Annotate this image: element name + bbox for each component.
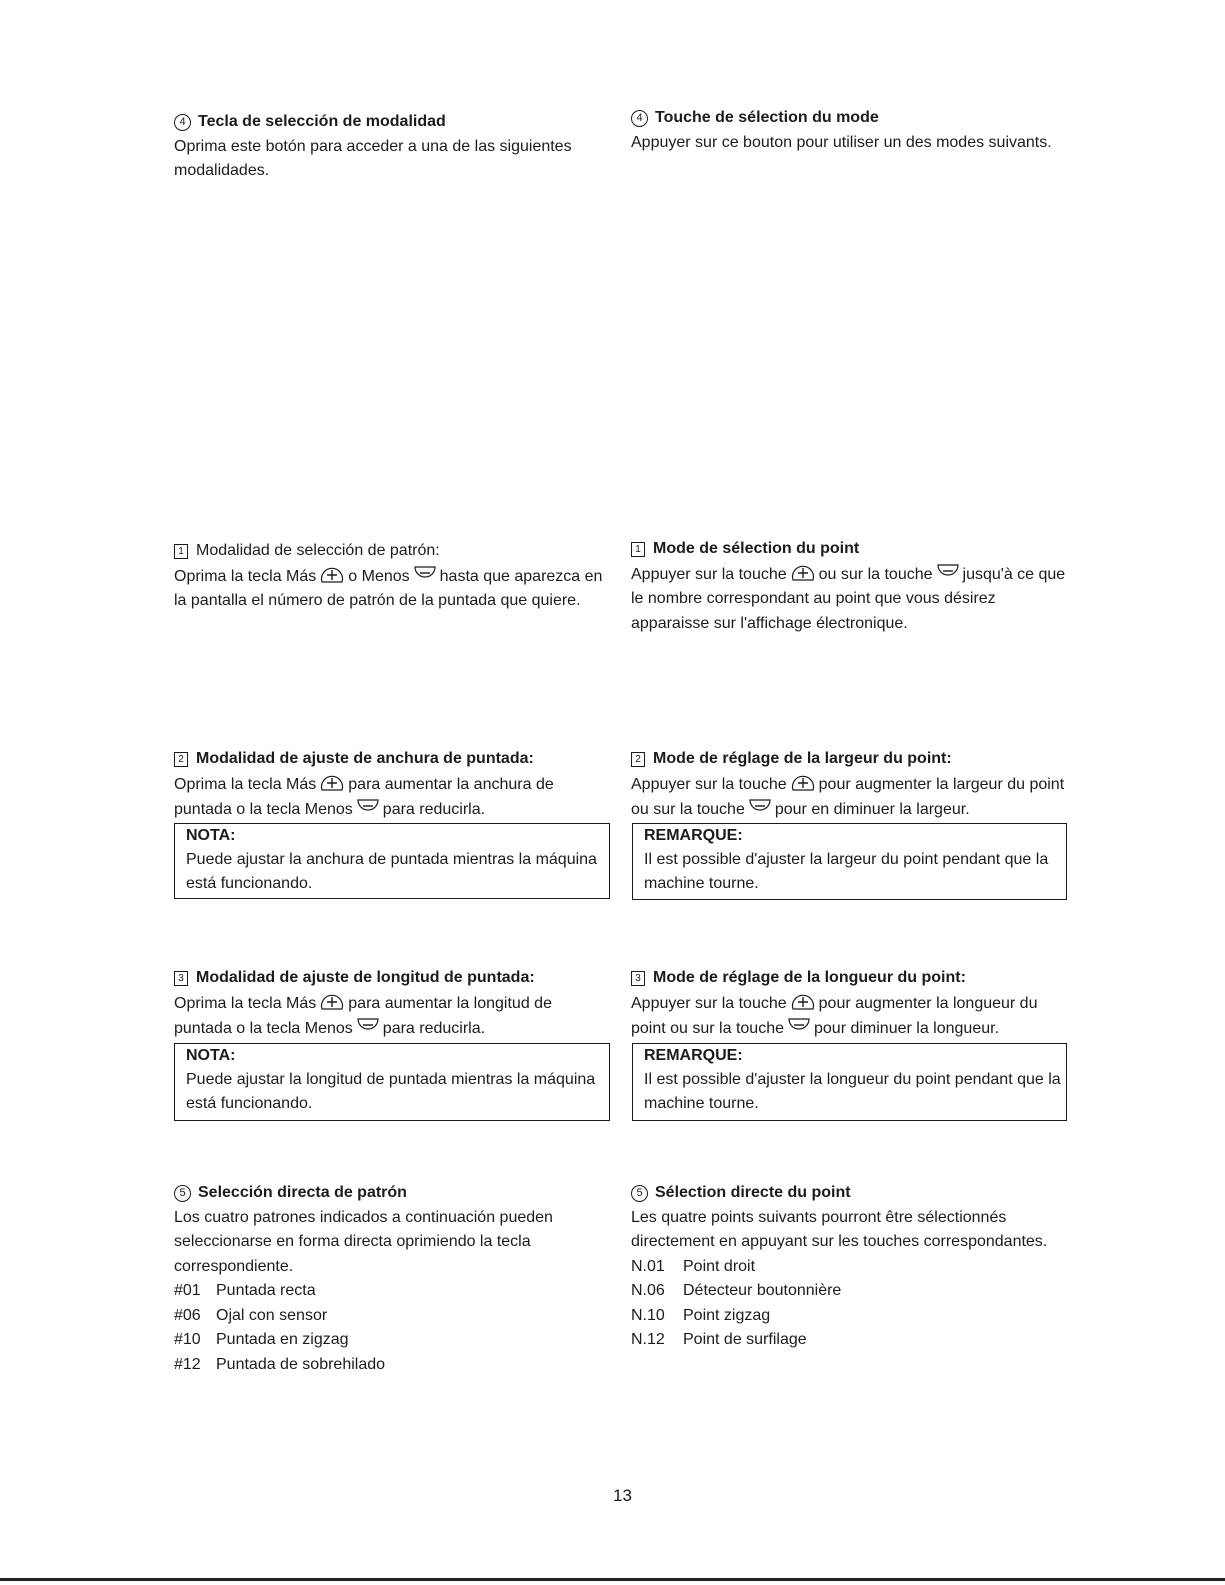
fr-mode-1	[631, 537, 1071, 636]
es-section-4-title	[174, 110, 614, 135]
es-m2-body-c: para reducirla.	[382, 801, 486, 818]
fr-m1-body-c: jusqu'à ce que le nombre correspondant au point que vous désirez apparaisse sur l'affichage électronique.	[631, 565, 1066, 632]
list-item-label: Puntada recta	[216, 1282, 316, 1299]
fr-mode-1-title	[631, 537, 1071, 562]
list-item-label: Puntada de sobrehilado	[216, 1355, 386, 1373]
minus-key-icon	[356, 797, 380, 817]
list-item	[174, 1353, 614, 1378]
fr-m2-body-c: pour en diminuer la largeur.	[774, 801, 970, 818]
fr-mode-3-note	[632, 1043, 1067, 1121]
fr-mode-3-body	[631, 991, 1071, 1042]
es-m1-body-c: hasta que aparezca en la pantalla el número de patrón de la puntada que quiere.	[174, 567, 603, 609]
circled-number-icon: 5	[631, 1185, 648, 1202]
es-section-5	[174, 1181, 614, 1377]
fr-m2-body-b: pour augmenter la largeur du point ou sur la touche	[631, 775, 1065, 818]
fr-section-5-title	[631, 1181, 1071, 1206]
es-m1-title-text: Modalidad de selección de patrón:	[196, 542, 440, 559]
fr-mode-3	[631, 966, 1071, 1042]
fr-section-4-body: Appuyer sur ce bouton pour utiliser un des modes suivants.	[631, 133, 1052, 151]
es-m1-body-b: o Menos	[348, 567, 410, 585]
list-item-number: #10	[174, 1331, 201, 1348]
list-item-label: Point zigzag	[683, 1306, 771, 1324]
es-mode-3	[174, 966, 614, 1042]
fr-mode-1-body	[631, 562, 1071, 637]
minus-key-icon	[748, 797, 772, 817]
circled-number-icon: 4	[631, 110, 648, 127]
fr-mode-2-note	[632, 823, 1067, 900]
minus-key-icon	[936, 562, 960, 582]
plus-key-icon	[790, 772, 816, 792]
note-body: Il est possible d'ajuster la longueur du point pendant que la machine tourne.	[644, 1071, 1061, 1112]
list-item-number: N.10	[631, 1306, 665, 1324]
plus-key-icon	[790, 991, 816, 1011]
note-title: NOTA:	[186, 1047, 236, 1064]
es-m2-body-b: para aumentar la anchura de puntada o la tecla Menos	[174, 775, 554, 818]
circled-number-icon: 5	[174, 1185, 191, 1202]
fr-m2-title-text: Mode de réglage de la largeur du point:	[653, 750, 952, 767]
note-title: NOTA:	[186, 827, 236, 844]
es-section-5-title	[174, 1181, 614, 1206]
fr-mode-2-title	[631, 747, 1071, 772]
plus-key-icon	[319, 772, 345, 792]
es-s4-title-text: Tecla de selección de modalidad	[198, 113, 446, 130]
boxed-number-icon: 2	[174, 752, 188, 767]
list-item-label: Ojal con sensor	[216, 1306, 328, 1324]
list-item	[631, 1279, 1071, 1304]
plus-key-icon	[790, 562, 816, 582]
list-item-label: Puntada en zigzag	[216, 1331, 349, 1348]
list-item	[631, 1255, 1071, 1280]
list-item-number: #12	[174, 1355, 201, 1373]
fr-s4-title-text: Touche de sélection du mode	[655, 109, 879, 126]
es-mode-1	[174, 539, 614, 614]
note-body: Puede ajustar la longitud de puntada mientras la máquina está funcionando.	[186, 1071, 596, 1112]
es-mode-2	[174, 747, 614, 823]
es-m2-title-text: Modalidad de ajuste de anchura de puntada:	[196, 750, 534, 767]
boxed-number-icon: 3	[631, 971, 645, 986]
list-item-label: Point droit	[683, 1257, 756, 1275]
list-item	[631, 1304, 1071, 1329]
boxed-number-icon: 1	[174, 544, 188, 559]
note-body: Il est possible d'ajuster la largeur du point pendant que la machine tourne.	[644, 851, 1049, 892]
fr-section-4	[631, 106, 1071, 155]
minus-key-icon	[413, 564, 437, 584]
note-title: REMARQUE:	[644, 827, 743, 844]
circled-number-icon: 4	[174, 114, 191, 131]
es-m3-title-text: Modalidad de ajuste de longitud de puntada:	[196, 969, 535, 986]
list-item	[631, 1328, 1071, 1353]
es-mode-2-body	[174, 772, 614, 823]
fr-m3-body-a: Appuyer sur la touche	[631, 994, 787, 1012]
minus-key-icon	[787, 1016, 811, 1036]
fr-section-4-title	[631, 106, 1071, 131]
list-item-number: N.06	[631, 1282, 665, 1299]
fr-mode-2-body	[631, 772, 1071, 823]
list-item-number: #06	[174, 1306, 201, 1324]
fr-m3-body-c: pour diminuer la longueur.	[814, 1020, 1000, 1037]
list-item-number: N.01	[631, 1257, 665, 1275]
page-number: 13	[613, 1486, 632, 1505]
minus-key-icon	[356, 1016, 380, 1036]
fr-section-5	[631, 1181, 1071, 1353]
es-s5-title-text: Selección directa de patrón	[198, 1184, 407, 1201]
bottom-rule	[0, 1578, 1225, 1581]
fr-m3-title-text: Mode de réglage de la longueur du point:	[653, 969, 966, 986]
note-body: Puede ajustar la anchura de puntada mientras la máquina está funcionando.	[186, 851, 597, 892]
fr-m3-body-b: pour augmenter la longueur du point ou sur la touche	[631, 994, 1038, 1037]
es-mode-3-title	[174, 966, 614, 991]
es-section-4	[174, 110, 614, 184]
list-item-label: Point de surfilage	[683, 1331, 807, 1348]
plus-key-icon	[319, 564, 345, 584]
list-item	[174, 1279, 614, 1304]
es-mode-1-title	[174, 539, 614, 564]
es-mode-1-body	[174, 564, 614, 614]
es-mode-3-body	[174, 991, 614, 1042]
es-mode-2-title	[174, 747, 614, 772]
es-m1-body-a: Oprima la tecla Más	[174, 567, 317, 585]
list-item-number: #01	[174, 1282, 201, 1299]
fr-m1-title-text: Mode de sélection du point	[653, 540, 860, 557]
boxed-number-icon: 2	[631, 752, 645, 767]
list-item-label: Détecteur boutonnière	[683, 1282, 842, 1299]
es-section-4-body: Oprima este botón para acceder a una de las siguientes modalidades.	[174, 137, 572, 179]
fr-mode-2	[631, 747, 1071, 823]
list-item	[174, 1304, 614, 1329]
fr-s5-title-text: Sélection directe du point	[655, 1184, 851, 1201]
es-mode-3-note	[174, 1043, 610, 1121]
es-section-5-body: Los cuatro patrones indicados a continuación pueden seleccionarse en forma directa oprimiendo la tecla correspondiente.	[174, 1208, 553, 1275]
es-mode-2-note	[174, 823, 610, 899]
boxed-number-icon: 3	[174, 971, 188, 986]
fr-m2-body-a: Appuyer sur la touche	[631, 775, 787, 793]
boxed-number-icon: 1	[631, 542, 645, 557]
fr-section-5-body: Les quatre points suivants pourront être sélectionnés directement en appuyant sur les touches correspondantes.	[631, 1208, 1048, 1250]
es-m3-body-a: Oprima la tecla Más	[174, 994, 317, 1012]
es-m3-body-c: para reducirla.	[382, 1020, 486, 1037]
note-title: REMARQUE:	[644, 1047, 743, 1064]
list-item-number: N.12	[631, 1331, 665, 1348]
fr-m1-body-a: Appuyer sur la touche	[631, 565, 787, 583]
fr-m1-body-b: ou sur la touche	[818, 565, 933, 583]
fr-mode-3-title	[631, 966, 1071, 991]
list-item	[174, 1328, 614, 1353]
plus-key-icon	[319, 991, 345, 1011]
es-m3-body-b: para aumentar la longitud de puntada o la tecla Menos	[174, 994, 552, 1037]
es-m2-body-a: Oprima la tecla Más	[174, 775, 317, 793]
